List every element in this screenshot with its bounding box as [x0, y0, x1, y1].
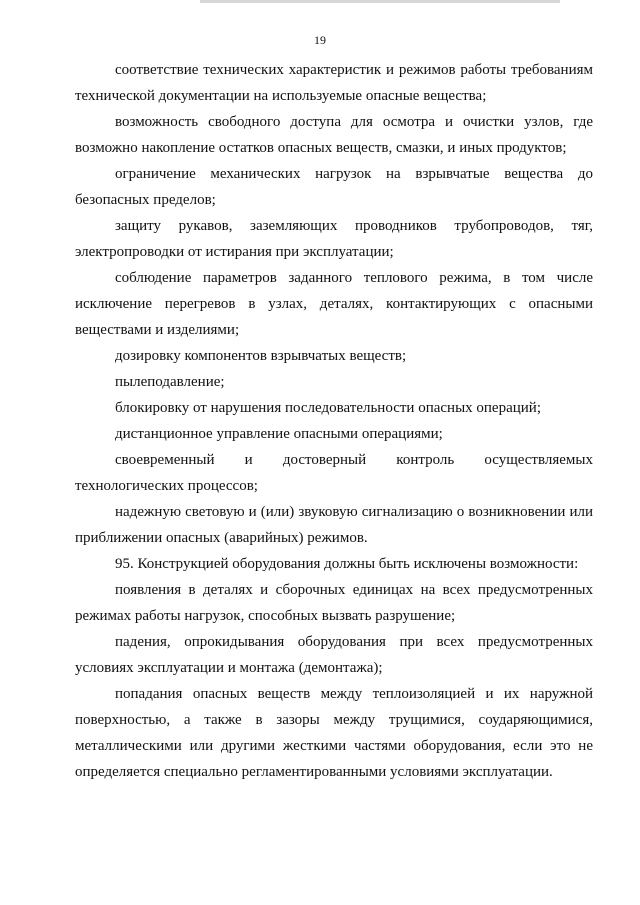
- paragraph-6: дозировку компонентов взрывчатых веществ;: [115, 348, 407, 364]
- paragraph-11: надежную световую и (или) звуковую сигнализацию о возникновении или приближении опасных (аварийных) режимов.: [75, 504, 593, 546]
- paragraph-14: падения, опрокидывания оборудования при всех предусмотренных условиях эксплуатации и монтажа (демонтажа);: [75, 634, 593, 676]
- scan-edge-rule: [200, 0, 560, 3]
- paragraph-9: дистанционное управление опасными операциями;: [115, 426, 443, 442]
- paragraph-3: ограничение механических нагрузок на взрывчатые вещества до безопасных пределов;: [75, 166, 593, 208]
- document-body: [75, 57, 593, 785]
- paragraph-10: своевременный и достоверный контроль осуществляемых технологических процессов;: [75, 452, 593, 494]
- paragraph-8: блокировку от нарушения последовательности опасных операций;: [115, 400, 541, 416]
- paragraph-13: появления в деталях и сборочных единицах на всех предусмотренных режимах работы нагрузок, способных вызвать разрушение;: [75, 582, 593, 624]
- paragraph-12: 95. Конструкцией оборудования должны быть исключены возможности:: [115, 556, 579, 572]
- paragraph-4: защиту рукавов, заземляющих проводников трубопроводов, тяг, электропроводки от истирания при эксплуатации;: [75, 218, 593, 260]
- paragraph-7: пылеподавление;: [115, 374, 225, 390]
- paragraph-2: возможность свободного доступа для осмотра и очистки узлов, где возможно накопление остатков опасных веществ, смазки, и иных продуктов;: [75, 114, 593, 156]
- paragraph-15: попадания опасных веществ между теплоизоляцией и их наружной поверхностью, а также в зазоры между трущимися, соударяющимися, металлическими или другими жесткими частями оборудования, если это не определяется специально регламентированными условиями эксплуатации.: [75, 686, 593, 780]
- paragraph-1: соответствие технических характеристик и режимов работы требованиям технической документации на используемые опасные вещества;: [75, 62, 593, 104]
- paragraph-5: соблюдение параметров заданного теплового режима, в том числе исключение перегревов в узлах, деталях, контактирующих с опасными веществами и изделиями;: [75, 270, 593, 338]
- page-number: 19: [314, 33, 326, 47]
